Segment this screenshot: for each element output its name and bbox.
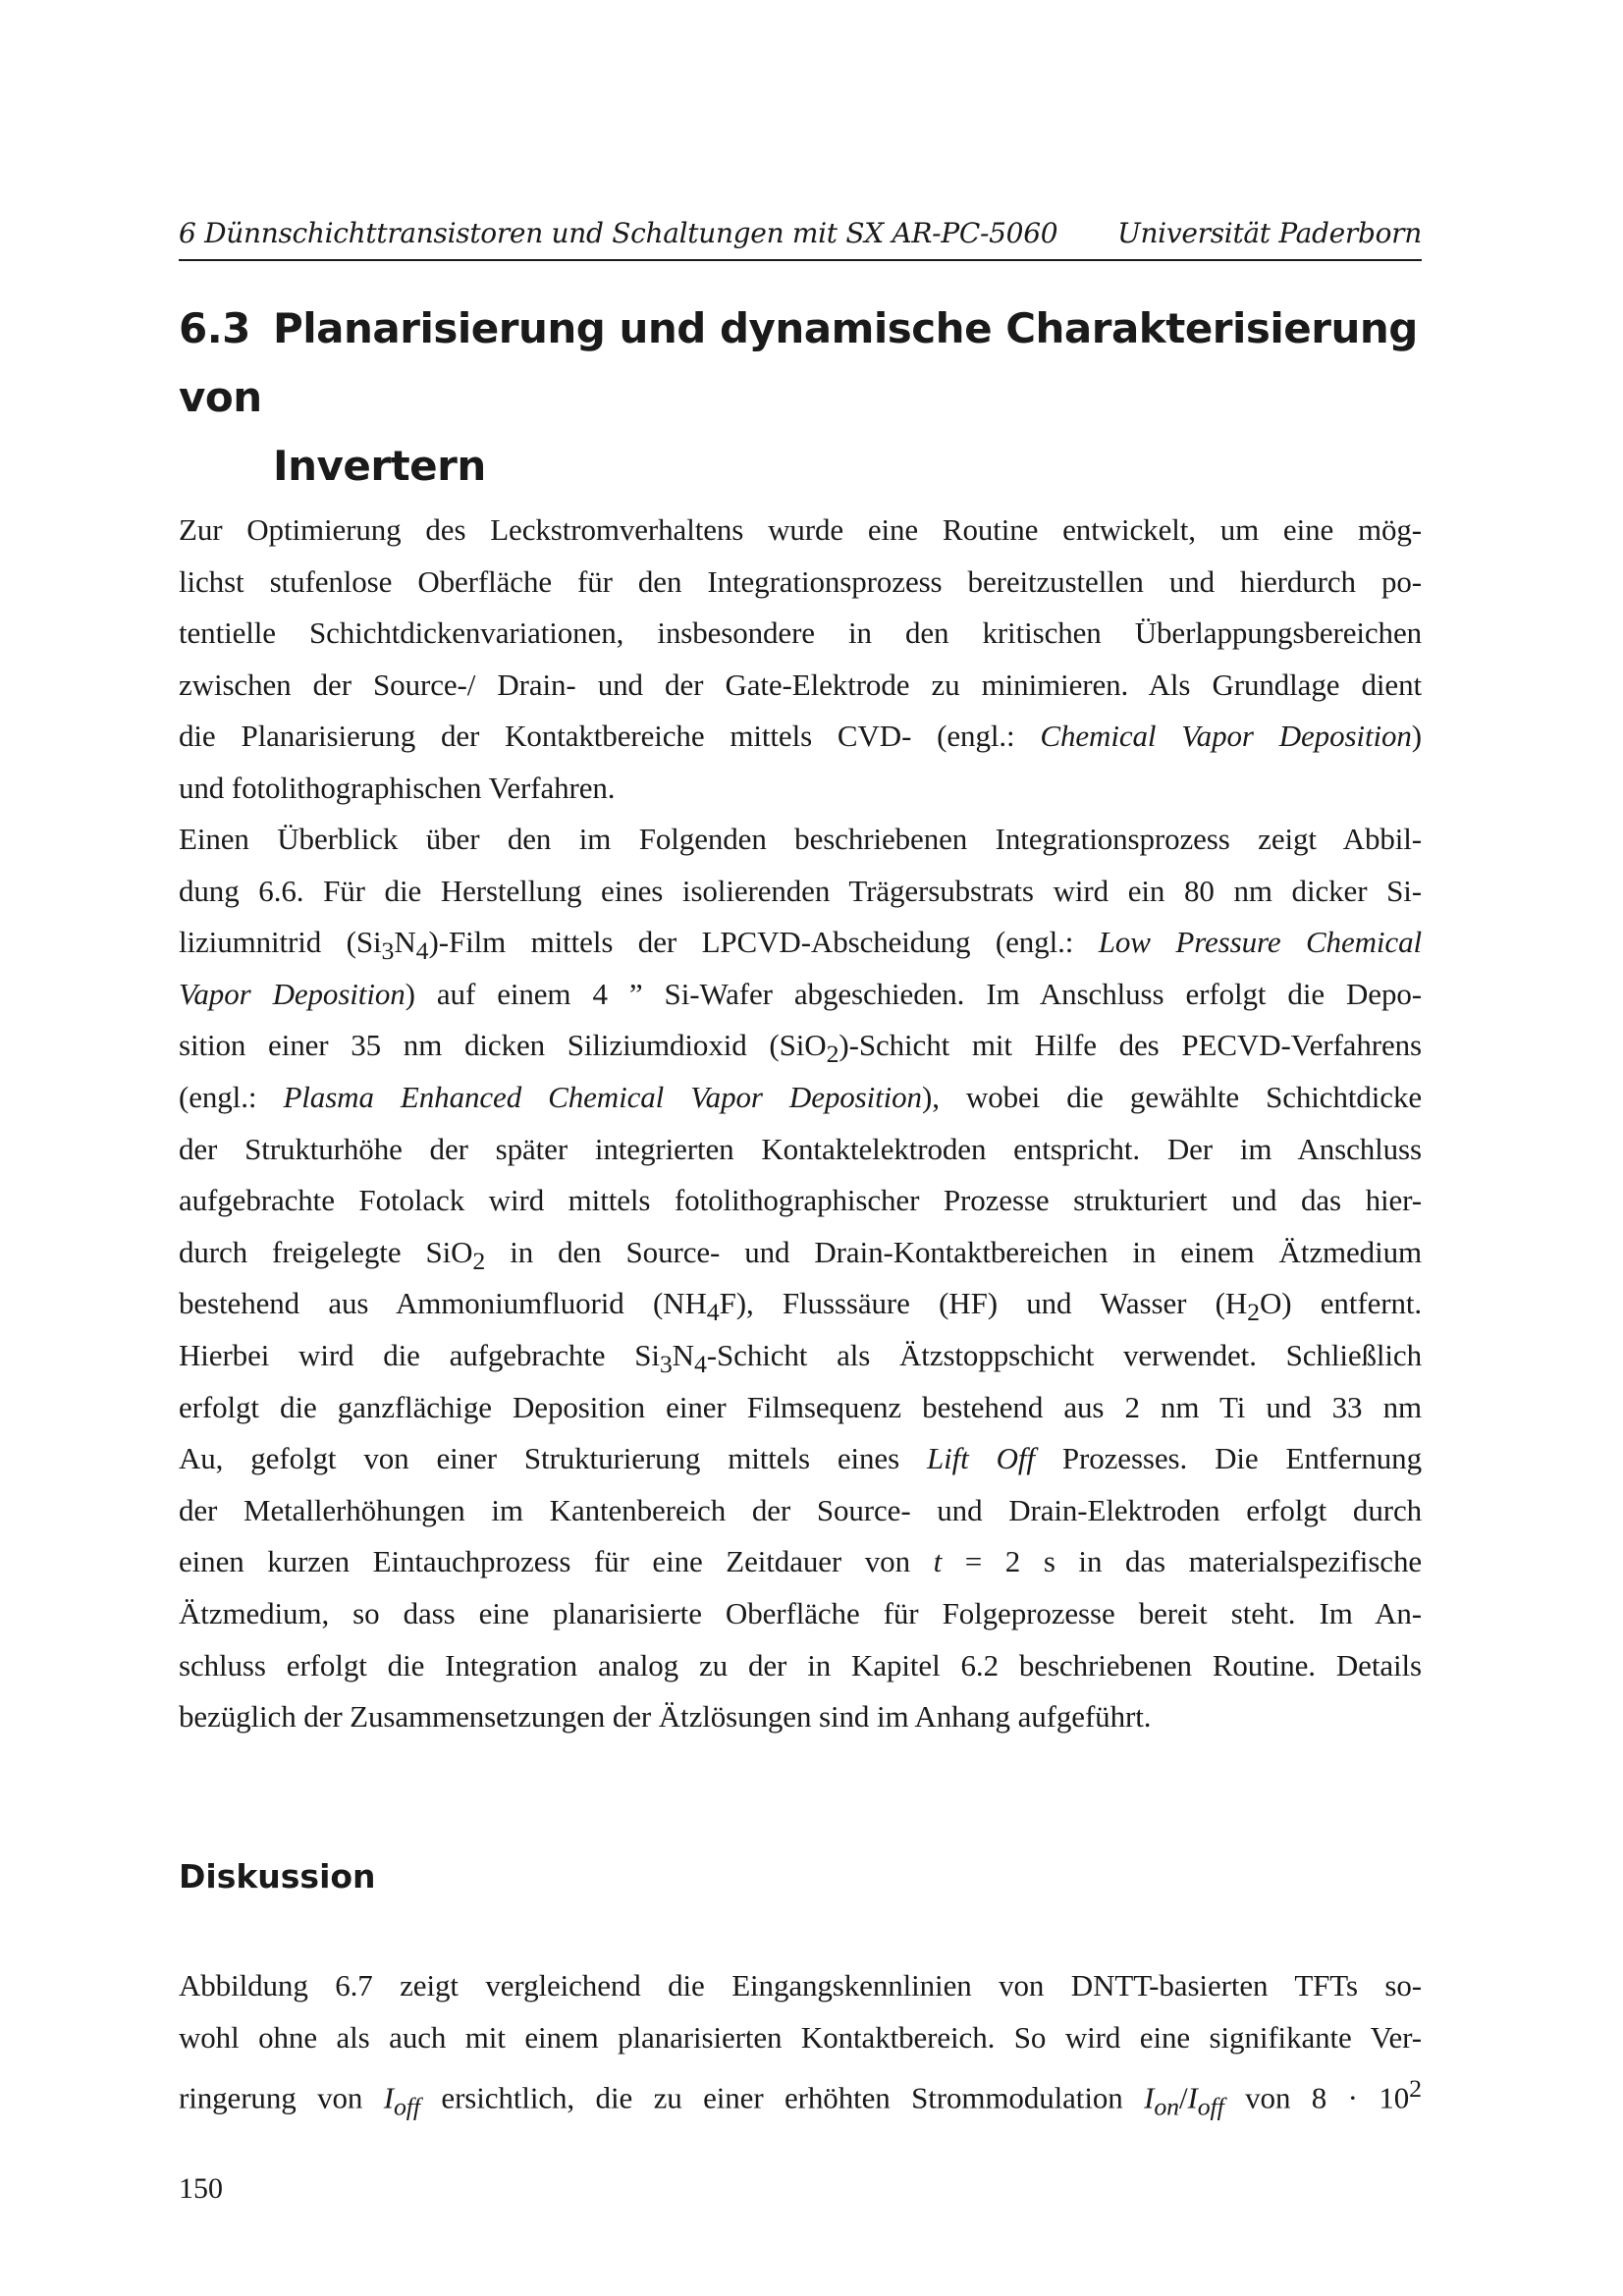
section-title <box>179 294 1422 501</box>
subscript: 4 <box>706 1298 720 1327</box>
text-segment: ), wobei die gewählte Schichtdicke <box>921 1079 1423 1114</box>
text-line: erfolgt die ganzflächige Deposition einer Filmsequenz bestehend aus 2 nm Ti und 33 nm <box>179 1389 1422 1424</box>
italic-term: Lift Off <box>927 1441 1035 1476</box>
text-line: der Strukturhöhe der später integrierten Kontaktelektroden entspricht. Der im Anschluss <box>179 1131 1422 1166</box>
italic-term: Chemical Vapor Deposition <box>1040 719 1412 754</box>
subscript: 2 <box>1247 1298 1260 1327</box>
text-line <box>179 2063 1422 2121</box>
math-variable: I <box>1187 2080 1198 2115</box>
text-segment: in den Source- und Drain-Kontaktbereichen in einem Ätzmedium <box>485 1234 1422 1269</box>
text-line: und fotolithographischen Verfahren. <box>179 770 616 805</box>
text-segment: ersichtlich, die zu einer erhöhten Strommodulation <box>419 2080 1145 2115</box>
text-line: der Metallerhöhungen im Kantenbereich der Source- und Drain-Elektroden erfolgt durch <box>179 1492 1422 1527</box>
text-segment: liziumnitrid (Si <box>179 925 382 960</box>
text-segment: Au, gefolgt von einer Strukturierung mittels eines <box>179 1441 927 1476</box>
text-segment: sition einer 35 nm dicken Siliziumdioxid (SiO <box>179 1028 827 1063</box>
text-segment: )-Film mittels der LPCVD-Abscheidung (engl.: <box>428 925 1099 960</box>
subscript: off <box>393 2092 420 2121</box>
text-line <box>179 711 1422 763</box>
text-segment: F), Flusssäure (HF) und Wasser (H <box>719 1286 1248 1321</box>
text-segment: einen kurzen Eintauchprozess für eine Zeitdauer von <box>179 1544 934 1579</box>
text-line: Ätzmedium, so dass eine planarisierte Oberfläche für Folgeprozesse bereit steht. Im An- <box>179 1595 1422 1630</box>
text-line <box>179 1536 1422 1588</box>
subscript: 4 <box>415 936 429 966</box>
text-line <box>179 1227 1422 1279</box>
text-line <box>179 917 1422 969</box>
subscript: 4 <box>693 1350 707 1379</box>
math-variable: I <box>1144 2080 1155 2115</box>
text-segment: )-Schicht mit Hilfe des PECVD-Verfahrens <box>839 1028 1422 1063</box>
text-line: wohl ohne als auch mit einem planarisierten Kontaktbereich. So wird eine signifikante Ver- <box>179 2019 1422 2055</box>
text-line: Abbildung 6.7 zeigt vergleichend die Eingangskennlinien von DNTT-basierten TFTs so- <box>179 1968 1422 2002</box>
text-segment: ) <box>1411 719 1423 754</box>
text-line: schluss erfolgt die Integration analog zu der in Kapitel 6.2 beschriebenen Routine. Details <box>179 1647 1422 1682</box>
text-line: lichst stufenlose Oberfläche für den Integrationsprozess bereitzustellen und hierdurch po- <box>179 563 1422 599</box>
text-segment: bestehend aus Ammoniumfluorid (NH <box>179 1286 707 1321</box>
text-line <box>179 969 1422 1021</box>
italic-term: Plasma Enhanced Chemical Vapor Deposition <box>283 1079 922 1114</box>
paragraph-1 <box>179 505 1422 815</box>
text-segment: (engl.: <box>179 1079 284 1114</box>
section-title-line1: Planarisierung und dynamische Charakterisierung von <box>179 304 1418 421</box>
text-line: tentielle Schichtdickenvariationen, insbesondere in den kritischen Überlappungsbereichen <box>179 615 1422 651</box>
section-title-line2: Invertern <box>273 442 486 490</box>
text-segment: von 8 · 10 <box>1223 2080 1410 2115</box>
subscript: off <box>1197 2092 1224 2121</box>
section-number: 6.3 <box>179 304 250 352</box>
text-line: dung 6.6. Für die Herstellung eines isolierenden Trägersubstrats wird ein 80 nm dicker Si- <box>179 873 1422 908</box>
subscript: 3 <box>381 936 395 966</box>
math-variable: t <box>933 1544 943 1579</box>
text-line <box>179 1072 1422 1124</box>
paragraph-2 <box>179 814 1422 1743</box>
text-segment: N <box>394 925 416 960</box>
subsection-title: Diskussion <box>179 1857 376 1896</box>
text-segment: ) auf einem 4 ” Si-Wafer abgeschieden. Im Anschluss erfolgt die Depo- <box>405 976 1422 1011</box>
subscript: 2 <box>826 1040 839 1069</box>
text-segment: Prozesses. Die Entfernung <box>1034 1441 1422 1476</box>
text-segment: N <box>672 1337 694 1372</box>
text-line: Einen Überblick über den im Folgenden beschriebenen Integrationsprozess zeigt Abbil- <box>179 822 1422 856</box>
document-page <box>179 0 1422 2296</box>
text-segment: Hierbei wird die aufgebrachte Si <box>179 1337 660 1372</box>
text-segment: die Planarisierung der Kontaktbereiche mittels CVD- (engl.: <box>179 719 1041 754</box>
header-rule <box>179 259 1422 261</box>
subscript: 2 <box>472 1246 486 1275</box>
text-line <box>179 1330 1422 1382</box>
subscript: 3 <box>659 1350 673 1379</box>
header-chapter: 6 Dünnschichttransistoren und Schaltungen mit SX AR-PC-5060 <box>179 217 1058 249</box>
text-segment: ringerung von <box>179 2080 384 2115</box>
math-variable: I <box>383 2080 394 2115</box>
text-segment: = 2 s in das materialspezifische <box>942 1544 1423 1579</box>
text-line <box>179 1020 1422 1072</box>
italic-term: Vapor Deposition <box>179 976 406 1011</box>
italic-term: Low Pressure Chemical <box>1098 925 1422 960</box>
text-line: Zur Optimierung des Leckstromverhaltens wurde eine Routine entwickelt, um eine mög- <box>179 512 1422 547</box>
paragraph-3 <box>179 1960 1422 2121</box>
text-segment: O) entfernt. <box>1259 1286 1423 1321</box>
text-segment: durch freigelegte SiO <box>179 1234 473 1269</box>
text-line <box>179 1433 1422 1485</box>
text-line <box>179 1278 1422 1330</box>
text-line: aufgebrachte Fotolack wird mittels fotolithographischer Prozesse strukturiert und das hier- <box>179 1183 1422 1218</box>
text-segment: / <box>1178 2080 1188 2115</box>
header-institution: Universität Paderborn <box>1117 217 1422 249</box>
text-line: zwischen der Source-/ Drain- und der Gate-Elektrode zu minimieren. Als Grundlage dient <box>179 667 1422 702</box>
subscript: on <box>1154 2092 1179 2121</box>
superscript: 2 <box>1409 2074 1422 2104</box>
running-header <box>179 214 1422 253</box>
text-segment: -Schicht als Ätzstoppschicht verwendet. Schließlich <box>706 1337 1422 1372</box>
page-number: 150 <box>179 2172 223 2205</box>
text-line: bezüglich der Zusammensetzungen der Ätzlösungen sind im Anhang aufgeführt. <box>179 1699 1152 1735</box>
